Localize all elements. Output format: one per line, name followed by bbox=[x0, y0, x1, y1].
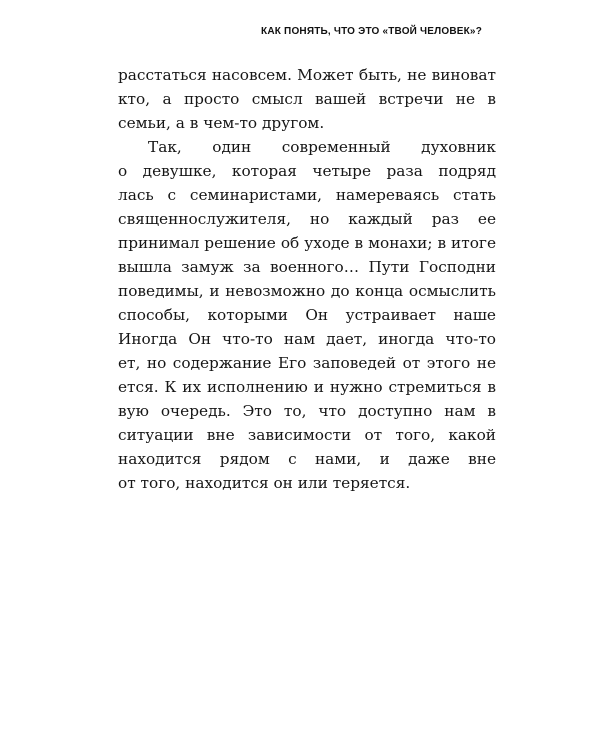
paragraph-1 bbox=[118, 63, 496, 135]
body-text bbox=[118, 63, 496, 495]
text-line: ситуации вне зависимости от того, какой bbox=[118, 426, 496, 444]
text-line: расстаться насовсем. Может быть, не виноват bbox=[118, 66, 496, 84]
text-line: вую очередь. Это то, что доступно нам в bbox=[118, 402, 496, 420]
text-line: Иногда Он что-то нам дает, иногда что-то bbox=[118, 330, 496, 348]
text-line: кто, а просто смысл вашей встречи не в bbox=[118, 90, 496, 108]
text-line: вышла замуж за военного… Пути Господни bbox=[118, 258, 496, 276]
paragraph-2 bbox=[118, 135, 496, 495]
text-line: принимал решение об уходе в монахи; в итоге bbox=[118, 234, 496, 252]
text-line: ется. К их исполнению и нужно стремиться в bbox=[118, 378, 496, 396]
text-line: о девушке, которая четыре раза подряд bbox=[118, 162, 496, 180]
text-line: Так, один современный духовник bbox=[148, 138, 496, 156]
text-line: находится рядом с нами, и даже вне bbox=[118, 450, 496, 468]
text-line: семьи, а в чем-то другом. bbox=[118, 114, 325, 132]
text-line: священнослужителя, но каждый раз ее bbox=[118, 210, 496, 228]
text-line: поведимы, и невозможно до конца осмыслить bbox=[118, 282, 496, 300]
text-line: лась с семинаристами, намереваясь стать bbox=[118, 186, 496, 204]
text-line: от того, находится он или теряется. bbox=[118, 474, 411, 492]
text-line: ет, но содержание Его заповедей от этого не bbox=[118, 354, 496, 372]
text-line: способы, которыми Он устраивает наше bbox=[118, 306, 496, 324]
running-head: КАК ПОНЯТЬ, ЧТО ЭТО «ТВОЙ ЧЕЛОВЕК»? bbox=[261, 26, 482, 37]
